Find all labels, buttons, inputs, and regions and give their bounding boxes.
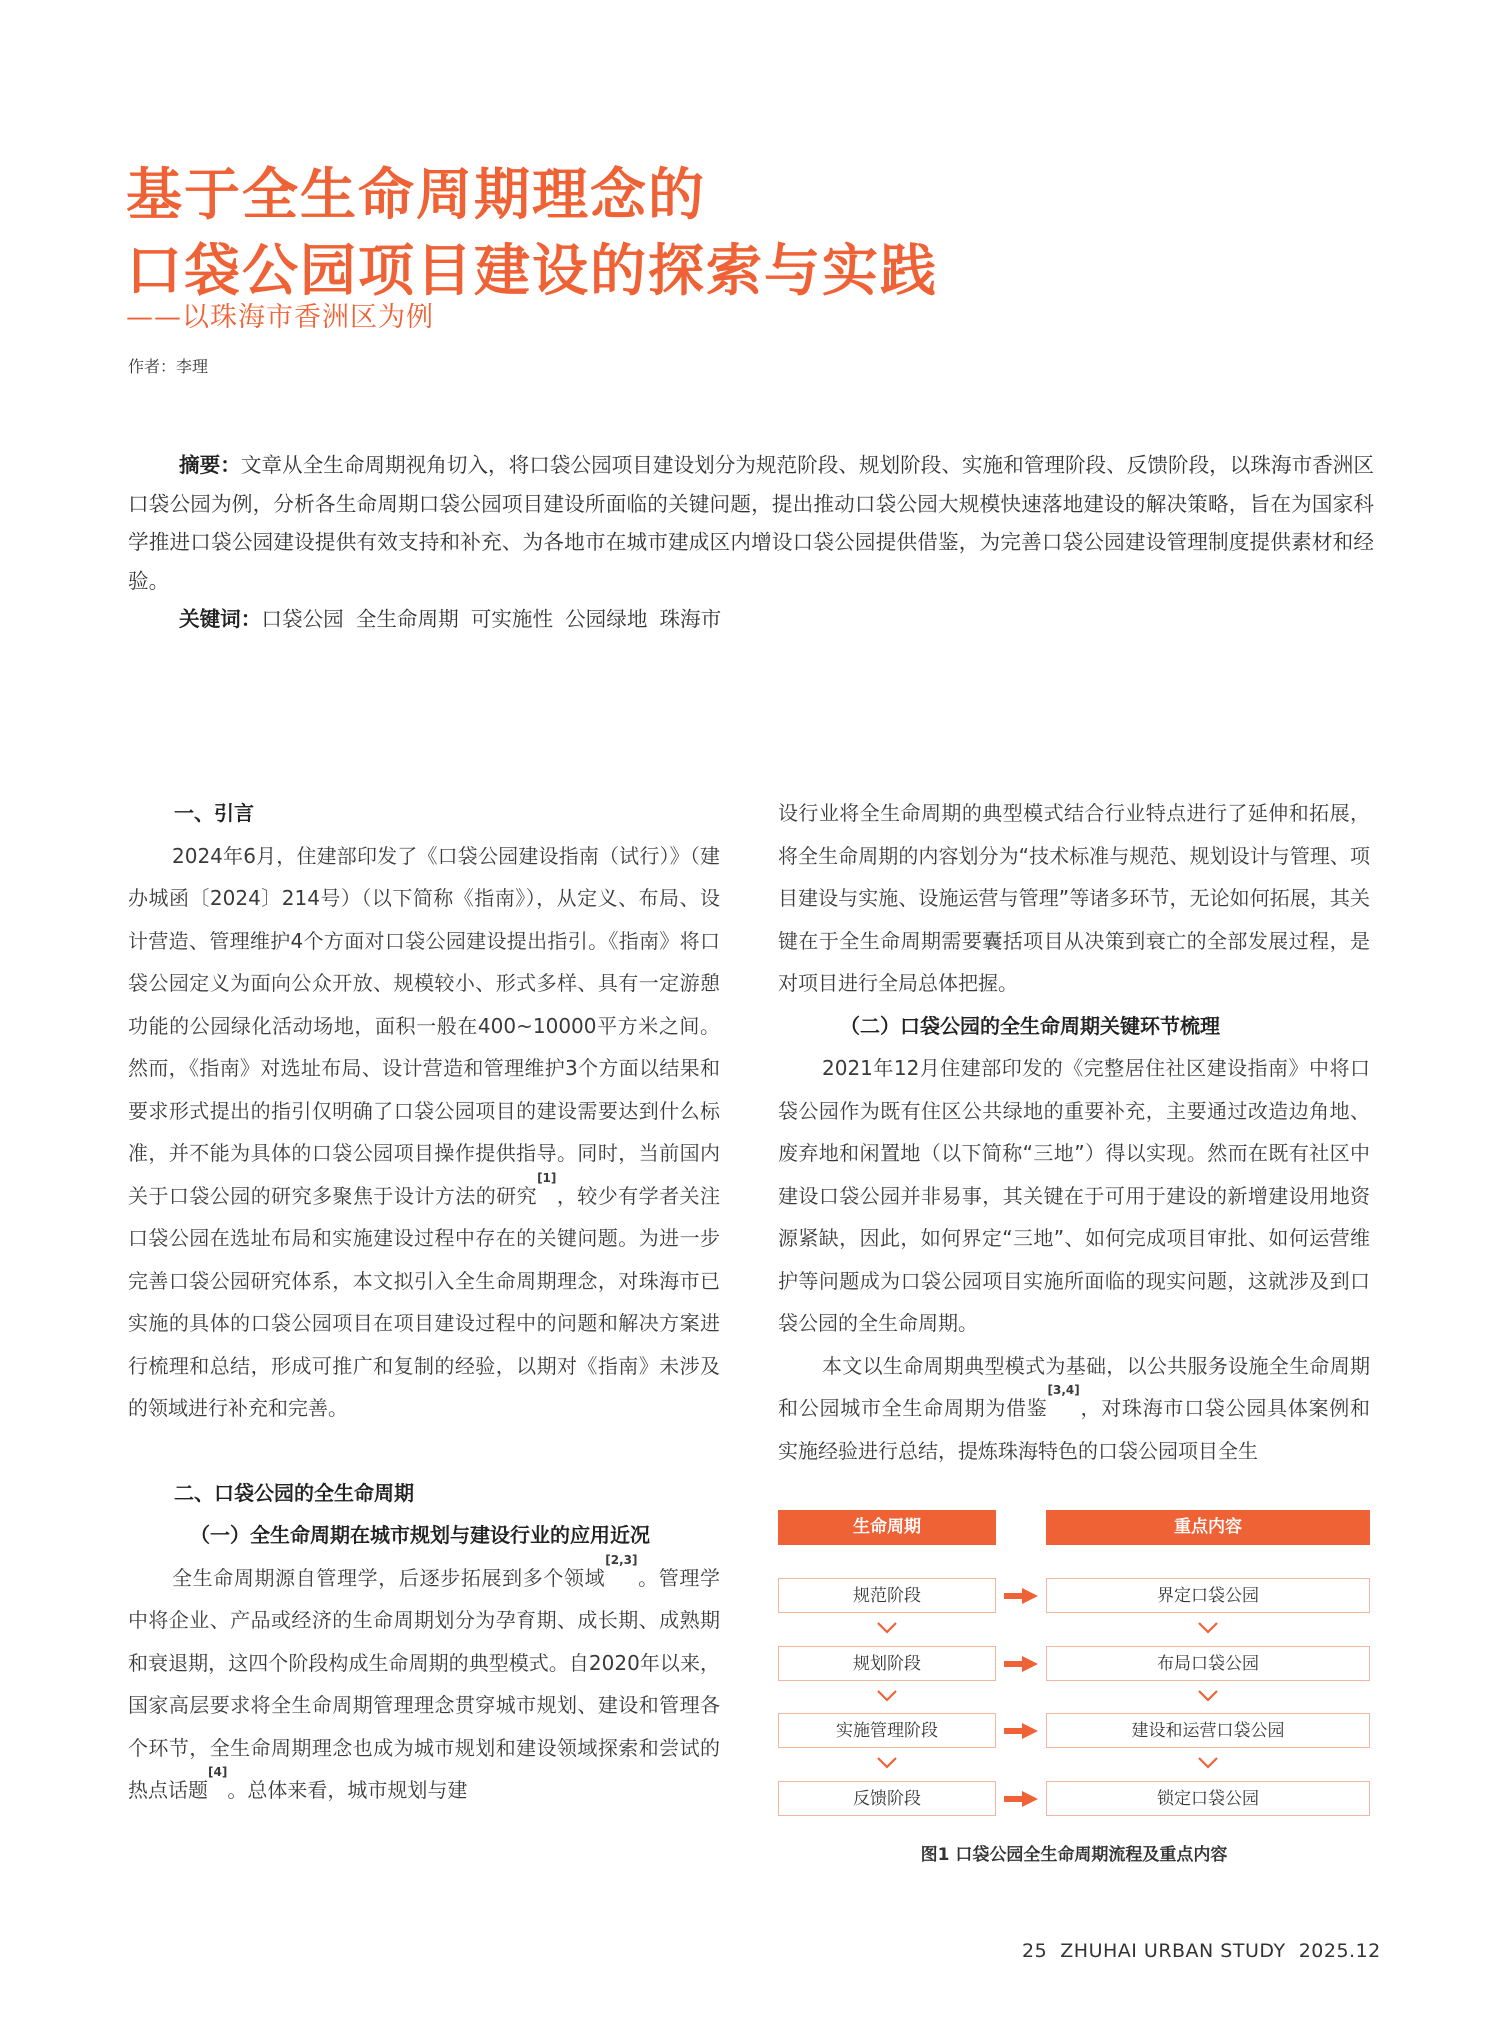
page-footer	[1022, 1940, 1381, 1962]
keywords-line	[128, 600, 1374, 639]
focus-box: 锁定口袋公园	[1046, 1781, 1370, 1816]
author-name: 李理	[176, 357, 209, 376]
phase-box: 规划阶段	[778, 1646, 996, 1681]
author-line	[128, 356, 208, 378]
keyword: 全生命周期	[355, 607, 459, 631]
lifecycle-flow-diagram	[778, 1510, 1370, 1870]
section-1-paragraph	[128, 835, 720, 1430]
section-2-1-paragraph	[128, 1552, 721, 1812]
citation: [4]	[208, 1765, 228, 1779]
abstract-label: 摘要：	[179, 453, 241, 477]
article-subtitle: ——以珠海市香洲区为例	[126, 302, 434, 333]
focus-box: 界定口袋公园	[1046, 1578, 1370, 1613]
figure-caption: 图1 口袋公园全生命周期流程及重点内容	[920, 1845, 1228, 1865]
header-focus: 重点内容	[1046, 1510, 1370, 1545]
article-title	[126, 158, 938, 310]
arrow-right-icon	[1004, 1791, 1038, 1807]
keyword: 可实施性	[470, 607, 554, 631]
continued-paragraph: 设行业将全生命周期的典型模式结合行业特点进行了延伸和拓展，将全生命周期的内容划分为“技术标准与规范、规划设计与管理、项目建设与实施、设施运营与管理”等诸多环节，无论如何拓展，其关键在于全生命周期需要囊括项目从决策到衰亡的全部发展过程，是对项目进行全局总体把握。	[778, 801, 1370, 995]
paragraph-text: 。总体来看，城市规划与建	[227, 1778, 468, 1802]
chevron-down-icon	[1197, 1621, 1219, 1635]
citation: [1]	[537, 1170, 557, 1185]
title-line-1: 基于全生命周期理念的	[126, 163, 706, 228]
left-column	[128, 792, 720, 1812]
journal-name: ZHUHAI URBAN STUDY	[1060, 1940, 1286, 1962]
paragraph-text: 。管理学中将企业、产品或经济的生命周期划分为孕育期、成长期、成熟期和衰退期，这四个阶段构成生命周期的典型模式。自2020年以来，国家高层要求将全生命周期管理理念贯穿城市规划、建设和管理各个环节，全生命周期理念也成为城市规划和建设领域探索和尝试的热点话题	[128, 1565, 721, 1802]
keyword: 口袋公园	[261, 607, 344, 631]
chevron-down-icon	[876, 1689, 898, 1703]
paragraph-text: 本文以生命周期典型模式为基础，以公共服务设施全生命周期和公园城市全生命周期为借鉴	[778, 1353, 1370, 1420]
section-2-heading: 二、口袋公园的全生命周期	[174, 1480, 414, 1505]
paragraph-text: ，对珠海市口袋公园具体案例和实施经验进行总结，提炼珠海特色的口袋公园项目全生	[778, 1396, 1371, 1463]
arrow-right-icon	[1004, 1588, 1038, 1604]
keywords-label: 关键词：	[179, 607, 262, 631]
citation: [2,3]	[605, 1552, 638, 1567]
title-line-2: 口袋公园项目建设的探索与实践	[126, 239, 938, 304]
keyword: 公园绿地	[565, 607, 648, 631]
issue-date: 2025.12	[1298, 1940, 1381, 1962]
arrow-right-icon	[1004, 1723, 1038, 1739]
author-label: 作者：	[128, 357, 177, 376]
paragraph-text: 2024年6月，住建部印发了《口袋公园建设指南（试行）》（建办城函〔2024〕214号）（以下简称《指南》），从定义、布局、设计营造、管理维护4个方面对口袋公园建设提出指引。《指南》将口袋公园定义为面向公众开放、规模较小、形式多样、具有一定游憩功能的公园绿化活动场地，面积一般在400~10000平方米之间。然而，《指南》对选址布局、设计营造和管理维护3个方面以结果和要求形式提出的指引仅明确了口袋公园项目的建设需要达到什么标准，并不能为具体的口袋公园项目操作提供指导。同时，当前国内关于口袋公园的研究多聚焦于设计方法的研究	[128, 843, 720, 1208]
abstract-block	[128, 446, 1374, 639]
chevron-down-icon	[876, 1621, 898, 1635]
section-2-1-heading: （一）全生命周期在城市规划与建设行业的应用近况	[190, 1523, 650, 1547]
chevron-down-icon	[876, 1756, 898, 1770]
abstract-text: 文章从全生命周期视角切入，将口袋公园项目建设划分为规范阶段、规划阶段、实施和管理阶段、反馈阶段，以珠海市香洲区口袋公园为例，分析各生命周期口袋公园项目建设所面临的关键问题，提出推动口袋公园大规模快速落地建设的解决策略，旨在为国家科学推进口袋公园建设提供有效支持和补充、为各地市在城市建成区内增设口袋公园提供借鉴，为完善口袋公园建设管理制度提供素材和经验。	[128, 453, 1374, 593]
section-2-2-heading: （二）口袋公园的全生命周期关键环节梳理	[840, 1013, 1220, 1038]
section-2-2-paragraph-1: 2021年12月住建部印发的《完整居住社区建设指南》中将口袋公园作为既有住区公共绿地的重要补充，主要通过改造边角地、废弃地和闲置地（以下简称“三地”）得以实现。然而在既有社区中建设口袋公园并非易事，其关键在于可用于建设的新增建设用地资源紧缺，因此，如何界定“三地”、如何完成项目审批、如何运营维护等问题成为口袋公园项目实施所面临的现实问题，这就涉及到口袋公园的全生命周期。	[778, 1056, 1370, 1335]
chevron-down-icon	[1197, 1756, 1219, 1770]
header-lifecycle: 生命周期	[778, 1510, 996, 1545]
section-1-heading: 一、引言	[174, 801, 254, 825]
abstract-paragraph	[128, 446, 1374, 600]
phase-box: 反馈阶段	[778, 1781, 996, 1816]
phase-box: 规范阶段	[778, 1578, 996, 1613]
arrow-right-icon	[1004, 1656, 1038, 1672]
paragraph-text: 全生命周期源自管理学，后逐步拓展到多个领域	[172, 1565, 606, 1590]
focus-box: 布局口袋公园	[1046, 1646, 1370, 1681]
focus-box: 建设和运营口袋公园	[1046, 1713, 1370, 1748]
chevron-down-icon	[1197, 1689, 1219, 1703]
paragraph-text: ，较少有学者关注口袋公园在选址布局和实施建设过程中存在的关键问题。为进一步完善口袋公园研究体系，本文拟引入全生命周期理念，对珠海市已实施的具体的口袋公园项目在项目建设过程中的问题和解决方案进行梳理和总结，形成可推广和复制的经验，以期对《指南》未涉及的领域进行补充和完善。	[128, 1183, 721, 1420]
keyword: 珠海市	[659, 607, 722, 631]
section-2-2-paragraph-2	[778, 1345, 1370, 1473]
phase-box: 实施管理阶段	[778, 1713, 996, 1748]
right-column	[778, 792, 1370, 1472]
page-number: 25	[1022, 1940, 1048, 1962]
citation: [3,4]	[1047, 1383, 1080, 1397]
